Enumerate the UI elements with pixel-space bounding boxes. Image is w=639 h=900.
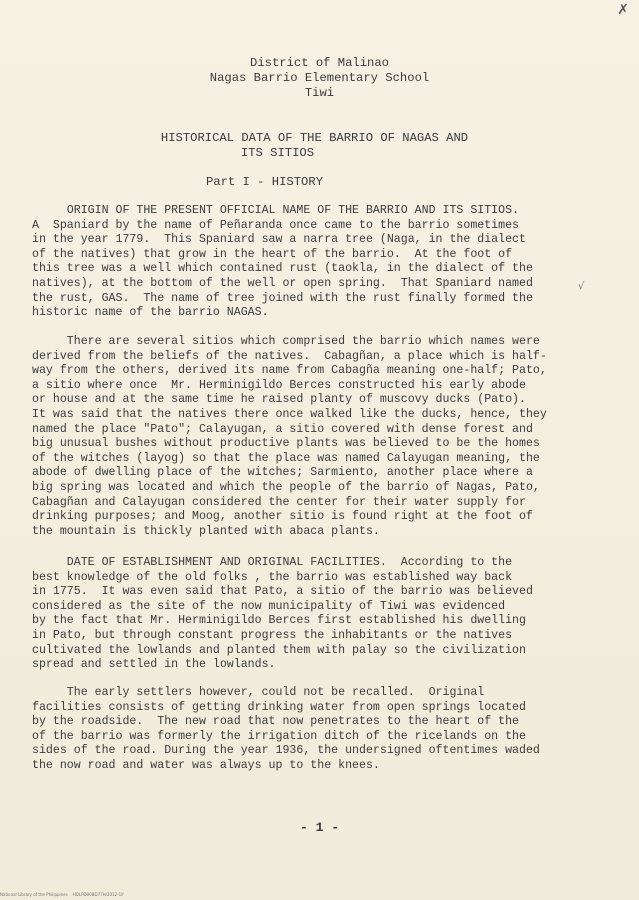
- paragraph-line: There are several sitios which comprised the barrio which names were: [32, 335, 540, 348]
- paragraph-line: in 1775. It was even said that Pato, a sitio of the barrio was believed: [32, 585, 533, 599]
- paragraph-line: sides of the road. During the year 1936, the undersigned oftentimes waded: [32, 744, 540, 758]
- paragraph-line: drinking purposes; and Moog, another sitio is found right at the foot of: [32, 510, 533, 524]
- paragraph-line: big spring was located and which the people of the barrio of Nagas, Pato,: [32, 480, 540, 494]
- paragraph-line: considered as the site of the now municipality of Tiwi was evidenced: [32, 599, 506, 613]
- title-line-1: HISTORICAL DATA OF THE BARRIO OF NAGAS AND: [160, 131, 469, 145]
- paragraph-line: by the fact that Mr. Herminigildo Berces first established his dwelling: [32, 614, 526, 628]
- paragraph-line: The early settlers however, could not be recalled. Original: [32, 686, 485, 699]
- paragraph-line: Cabagñan and Calayugan considered the center for their water supply for: [32, 495, 526, 509]
- title-line-2: ITS SITIOS: [240, 146, 315, 160]
- archive-footer: National Library of the Philippines HDLPD00BD77H/2012-1if: [0, 892, 124, 897]
- paragraph-line: the mountain is thickly planted with abaca plants.: [32, 524, 380, 538]
- paragraph-line: this tree was a well which contained rust (taokla, in the dialect of the: [32, 262, 533, 276]
- paragraph-line: facilities consists of getting drinking water from open springs located: [32, 700, 526, 714]
- paragraph-line: best knowledge of the old folks , the barrio was established way back: [32, 570, 513, 584]
- paragraph-line: a sitio where once Mr. Herminigildo Berces constructed his early abode: [32, 378, 526, 392]
- paragraph-line: the rust, GAS. The name of tree joined with the rust finally formed the: [32, 291, 533, 305]
- paragraph-line: A Spaniard by the name of Peñaranda once came to the barrio sometimes: [32, 218, 520, 232]
- margin-mark: √: [578, 281, 585, 292]
- paragraph-establishment: [32, 556, 592, 673]
- paragraph-line: ORIGIN OF THE PRESENT OFFICIAL NAME OF THE BARRIO AND ITS SITIOS.: [32, 204, 520, 217]
- paragraph-line: natives), at the bottom of the well or open spring. That Spaniard named: [32, 276, 533, 290]
- paragraph-line: It was said that the natives there once walked like the ducks, hence, they: [32, 407, 547, 421]
- paragraph-line: cultivated the lowlands and planted them with palay so the civilization: [32, 643, 526, 657]
- paragraph-line: historic name of the barrio NAGAS.: [32, 306, 269, 320]
- paragraph-line: of the natives) that grow in the heart of the barrio. At the foot of: [32, 247, 513, 261]
- town-line: Tiwi: [304, 86, 335, 100]
- paragraph-line: by the roadside. The new road that now penetrates to the heart of the: [32, 715, 520, 729]
- paragraph-line: named the place "Pato"; Calayugan, a sitio covered with dense forest and: [32, 422, 533, 436]
- paragraph-line: the now road and water was always up to the knees.: [32, 758, 380, 772]
- part-heading: Part I - HISTORY: [205, 175, 324, 189]
- paragraph-sitios: [32, 335, 592, 539]
- paragraph-line: or house and at the same time he raised planty of muscovy ducks (Pato).: [32, 393, 526, 407]
- paragraph-line: in the year 1779. This Spaniard saw a narra tree (Naga, in the dialect: [32, 233, 526, 247]
- school-line: Nagas Barrio Elementary School: [209, 71, 430, 85]
- corner-check-mark: ✗: [617, 2, 629, 18]
- paragraph-line: in Pato, but through constant progress the inhabitants or the natives: [32, 628, 513, 642]
- paragraph-settlers: [32, 686, 592, 774]
- district-line: District of Malinao: [250, 56, 389, 70]
- page-number: - 1 -: [299, 820, 339, 835]
- paragraph-line: DATE OF ESTABLISHMENT AND ORIGINAL FACILITIES. According to the: [32, 556, 513, 569]
- paragraph-line: derived from the beliefs of the natives. Cabagñan, a place which is half-: [32, 349, 547, 363]
- paragraph-line: of the barrio was formerly the irrigation ditch of the ricelands on the: [32, 729, 526, 743]
- paragraph-line: abode of dwelling place of the witches; Sarmiento, another place where a: [32, 466, 533, 480]
- paragraph-line: big unusual bushes without productive plants was believed to be the homes: [32, 437, 540, 451]
- paragraph-line: way from the others, derived its name from Cabagña meaning one-half; Pato,: [32, 364, 547, 378]
- paragraph-line: spread and settled in the lowlands.: [32, 658, 276, 672]
- paragraph-origin: [32, 204, 592, 321]
- paragraph-line: of the witches (layog) so that the place was named Calayugan meaning, the: [32, 451, 540, 465]
